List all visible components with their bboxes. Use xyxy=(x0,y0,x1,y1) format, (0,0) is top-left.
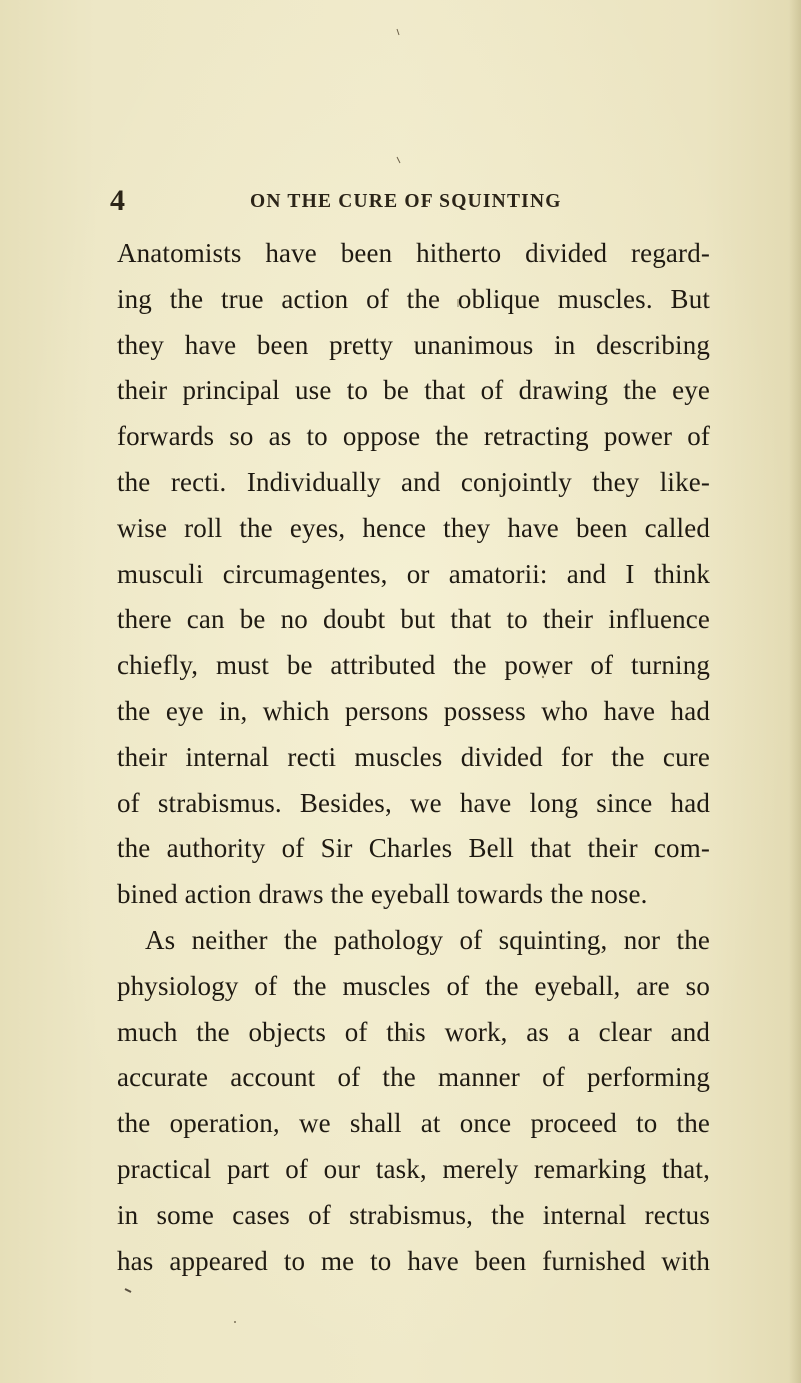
page-number: 4 xyxy=(110,184,125,217)
running-head xyxy=(110,183,710,223)
text-line: there can be no doubt but that to their influence xyxy=(117,604,710,635)
text-line: As neither the pathology of squinting, nor the xyxy=(145,924,710,955)
text-line: in some cases of strabismus, the internal rectus xyxy=(117,1199,710,1230)
text-line: their principal use to be that of drawing the eye xyxy=(117,375,710,406)
speck-mark xyxy=(125,1289,131,1292)
text-line: forwards so as to oppose the retracting power of xyxy=(117,421,710,452)
text-line: has appeared to me to have been furnished with xyxy=(117,1245,710,1276)
text-line: the recti. Individually and conjointly they like- xyxy=(117,466,710,497)
text-line: of strabismus. Besides, we have long since had xyxy=(117,787,710,818)
text-line: their internal recti muscles divided for the cure xyxy=(117,741,710,772)
text-line: the authority of Sir Charles Bell that their com- xyxy=(117,833,710,864)
running-head-title: ON THE CURE OF SQUINTING xyxy=(250,191,562,212)
text-line: the operation, we shall at once proceed to the xyxy=(117,1108,710,1139)
speck-mark xyxy=(397,157,400,163)
text-line: much the objects of this work, as a clear and xyxy=(117,1016,710,1047)
text-line: the eye in, which persons possess who have had xyxy=(117,695,710,726)
text-line: bined action draws the eyeball towards the nose. xyxy=(117,879,648,910)
speck-mark xyxy=(234,1321,236,1323)
text-line: musculi circumagentes, or amatorii: and I think xyxy=(117,558,710,589)
text-line: ing the true action of the oblique muscles. But xyxy=(117,283,710,314)
text-line: Anatomists have been hitherto divided regard- xyxy=(117,238,710,268)
text-line: practical part of our task, merely remarking that, xyxy=(117,1153,710,1184)
text-line: chiefly, must be attributed the power of turning xyxy=(117,650,710,681)
speck-mark xyxy=(397,29,399,35)
text-line: accurate account of the manner of performing xyxy=(117,1062,710,1093)
text-line: they have been pretty unanimous in describing xyxy=(117,329,710,360)
text-line: physiology of the muscles of the eyeball, are so xyxy=(117,970,710,1001)
text-line: wise roll the eyes, hence they have been called xyxy=(117,512,710,543)
body-text xyxy=(117,231,710,1284)
